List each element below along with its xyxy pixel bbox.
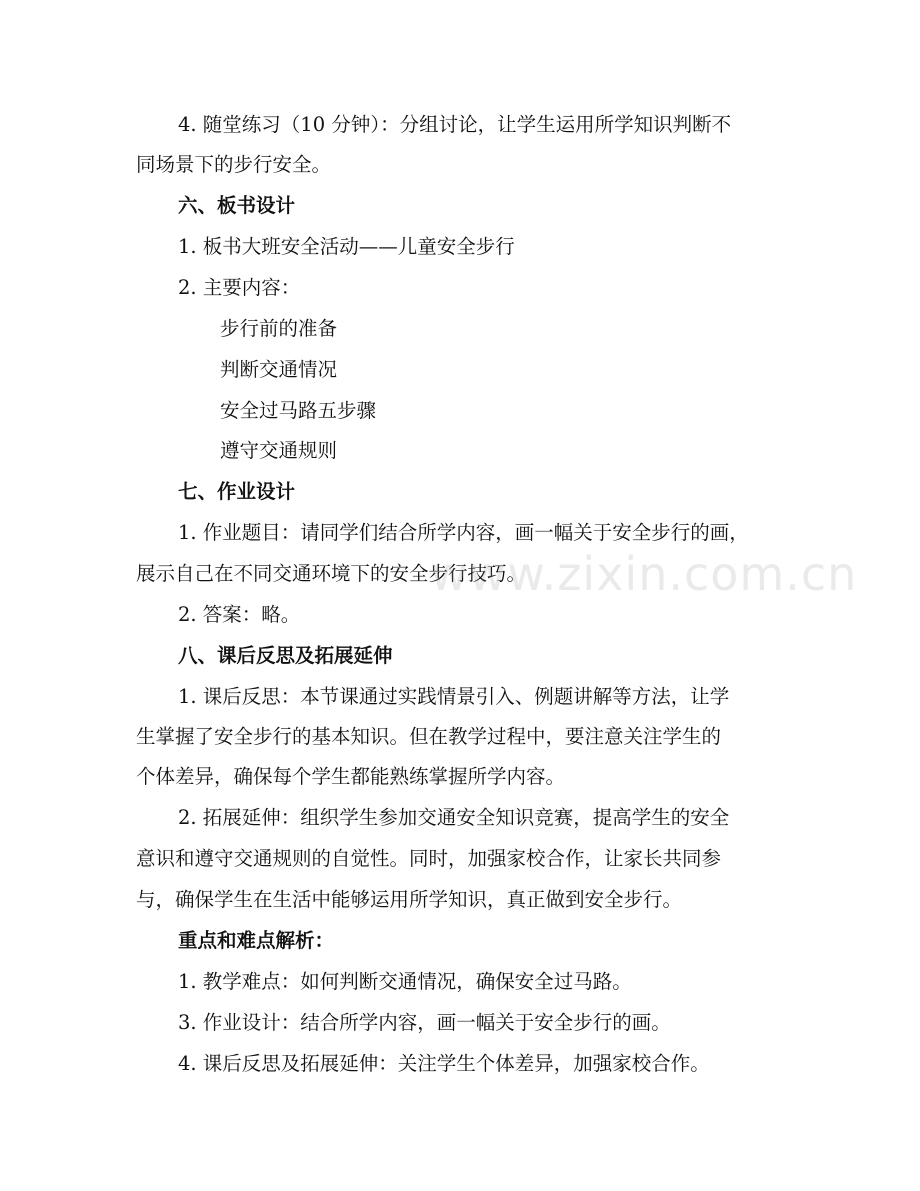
homework-item-2: 2. 答案：略。 (178, 603, 301, 626)
section-heading-key-points: 重点和难点解析： (178, 929, 335, 952)
homework-item-1-line-1: 1. 作业题目：请同学们结合所学内容，画一幅关于安全步行的画， (178, 521, 749, 544)
board-subitem-judge-traffic: 判断交通情况 (220, 358, 338, 381)
practice-paragraph-line-1: 4. 随堂练习（10 分钟）：分组讨论，让学生运用所学知识判断不 (178, 113, 732, 136)
board-subitem-five-steps: 安全过马路五步骤 (220, 399, 377, 422)
key-point-4: 4. 课后反思及拓展延伸：关注学生个体差异，加强家校合作。 (178, 1052, 710, 1075)
board-subitem-prepare: 步行前的准备 (220, 317, 338, 340)
section-heading-board-design: 六、板书设计 (178, 194, 296, 217)
key-point-3: 3. 作业设计：结合所学内容，画一幅关于安全步行的画。 (178, 1011, 671, 1034)
watermark: www.zixin.com.cn (430, 547, 858, 601)
practice-paragraph-line-2: 同场景下的步行安全。 (136, 153, 332, 176)
section-heading-homework: 七、作业设计 (178, 480, 296, 503)
key-point-1: 1. 教学难点：如何判断交通情况，确保安全过马路。 (178, 970, 632, 993)
reflection-item-1-line-2: 生掌握了安全步行的基本知识。但在教学过程中，要注意关注学生的 (136, 725, 722, 748)
extension-item-2-line-2: 意识和遵守交通规则的自觉性。同时，加强家校合作，让家长共同参 (136, 847, 722, 870)
board-item-1: 1. 板书大班安全活动——儿童安全步行 (178, 235, 515, 258)
reflection-item-1-line-1: 1. 课后反思：本节课通过实践情景引入、例题讲解等方法，让学 (178, 685, 730, 708)
homework-item-1-line-2: 展示自己在不同交通环境下的安全步行技巧。 (136, 562, 527, 585)
reflection-item-1-line-3: 个体差异，确保每个学生都能熟练掌握所学内容。 (136, 765, 566, 788)
extension-item-2-line-1: 2. 拓展延伸：组织学生参加交通安全知识竞赛，提高学生的安全 (178, 806, 730, 829)
extension-item-2-line-3: 与，确保学生在生活中能够运用所学知识，真正做到安全步行。 (136, 888, 683, 911)
board-subitem-traffic-rules: 遵守交通规则 (220, 439, 338, 462)
board-item-2: 2. 主要内容： (178, 276, 301, 299)
section-heading-reflection: 八、课后反思及拓展延伸 (178, 644, 393, 667)
